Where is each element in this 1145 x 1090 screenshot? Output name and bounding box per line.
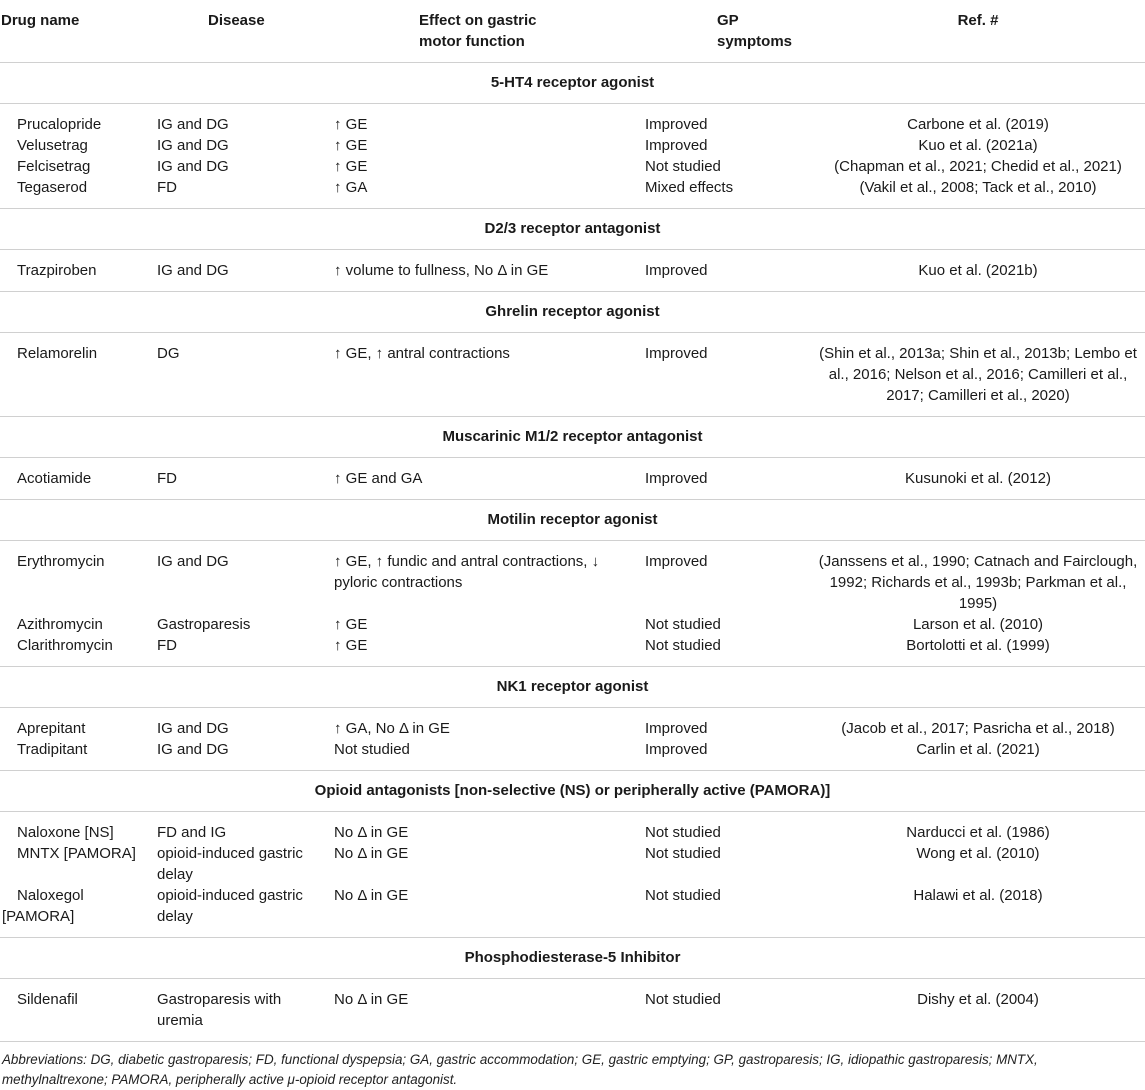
reference-cell: Kusunoki et al. (2012) (811, 458, 1145, 500)
group-header-row (0, 938, 1145, 979)
drug-name-cell: Velusetrag (17, 137, 88, 154)
table-row (0, 739, 1145, 771)
disease-cell: IG and DG (157, 158, 229, 175)
disease-cell: FD and IG (157, 824, 227, 841)
reference-cell: Dishy et al. (2004) (811, 979, 1145, 1042)
group-title: NK1 receptor agonist (0, 667, 1145, 708)
group-title: Muscarinic M1/2 receptor antagonist (0, 417, 1145, 458)
group-header-row (0, 500, 1145, 541)
gp-symptoms-cell: Mixed effects (639, 177, 811, 209)
gp-symptoms-cell: Not studied (639, 635, 811, 667)
table-row (0, 541, 1145, 615)
drug-name-cell: Tegaserod (0, 177, 150, 209)
effect-cell: No Δ in GE (327, 979, 639, 1042)
disease-cell: FD (150, 635, 327, 667)
drug-name-cell: Acotiamide (0, 458, 150, 500)
effect-cell: ↑ volume to fullness, No Δ in GE (327, 250, 639, 292)
table-header (0, 0, 1145, 63)
footnote: Abbreviations: DG, diabetic gastroparesis; FD, functional dyspepsia; GA, gastric accommodation; GE, gastric emptying; GP, gastroparesis; IG, idiopathic gastroparesis; MNTX, methylnaltrexone; PAMORA, peripherally active μ-opioid receptor antagonist. (2, 1052, 1038, 1087)
table-row (0, 885, 1145, 938)
gp-symptoms-cell: Not studied (645, 845, 721, 862)
disease-cell: FD (150, 177, 327, 209)
disease-cell: opioid-induced gastric delay (150, 885, 327, 938)
disease-cell: IG and DG (157, 116, 229, 133)
disease-cell: Gastroparesis (157, 616, 251, 633)
effect-cell: No Δ in GE (334, 824, 409, 841)
table-row (0, 250, 1145, 292)
reference-cell: Kuo et al. (2021b) (811, 250, 1145, 292)
drug-name-cell: Prucalopride (17, 116, 102, 133)
reference-cell: (Shin et al., 2013a; Shin et al., 2013b; Lembo et al., 2016; Nelson et al., 2016; Camilleri et al., 2017; Camilleri et al., 2020) (811, 333, 1145, 417)
gp-symptoms-cell: Not studied (645, 616, 721, 633)
disease-cell: Gastroparesis with uremia (150, 979, 327, 1042)
gp-symptoms-cell: Not studied (645, 824, 721, 841)
reference-cell: (Chapman et al., 2021; Chedid et al., 2021) (834, 158, 1122, 175)
group-header-row (0, 667, 1145, 708)
header-gp-line2: symptoms (717, 33, 793, 50)
reference-cell: Carlin et al. (2021) (811, 739, 1145, 771)
reference-cell: Carbone et al. (2019) (907, 116, 1049, 133)
table-row (0, 177, 1145, 209)
effect-cell: No Δ in GE (327, 885, 639, 938)
gp-symptoms-cell: Improved (639, 458, 811, 500)
table-body (0, 63, 1145, 1042)
group-header-row (0, 417, 1145, 458)
group-title: Ghrelin receptor agonist (0, 292, 1145, 333)
reference-cell: Larson et al. (2010) (912, 616, 1044, 633)
disease-cell: IG and DG (150, 739, 327, 771)
table-row (0, 458, 1145, 500)
header-disease: Disease (150, 0, 327, 63)
group-header-row (0, 209, 1145, 250)
effect-cell: ↑ GE (334, 616, 368, 633)
effect-cell: ↑ GE (327, 635, 639, 667)
disease-cell: IG and DG (157, 553, 229, 570)
drug-name-cell: Aprepitant (17, 720, 86, 737)
effect-cell: ↑ GE and GA (327, 458, 639, 500)
table-row (0, 843, 1145, 885)
gp-symptoms-cell: Not studied (639, 979, 811, 1042)
group-title: D2/3 receptor antagonist (0, 209, 1145, 250)
group-header-row (0, 292, 1145, 333)
drug-name-cell: Relamorelin (0, 333, 150, 417)
disease-cell: IG and DG (157, 137, 229, 154)
reference-cell: Wong et al. (2010) (916, 845, 1040, 862)
table-row (0, 104, 1145, 136)
reference-cell: (Vakil et al., 2008; Tack et al., 2010) (811, 177, 1145, 209)
effect-cell: No Δ in GE (334, 845, 409, 862)
table-row (0, 812, 1145, 844)
drug-name-cell: Tradipitant (0, 739, 150, 771)
disease-cell: FD (150, 458, 327, 500)
header-effect-line1: Effect on gastric (419, 12, 537, 29)
gp-symptoms-cell: Improved (639, 333, 811, 417)
gp-symptoms-cell: Not studied (645, 158, 721, 175)
drug-name-cell: Sildenafil (0, 979, 150, 1042)
effect-cell: ↑ GA, No Δ in GE (334, 720, 450, 737)
effect-cell: ↑ GE, ↑ fundic and antral contractions, ↓ pyloric contractions (334, 553, 600, 591)
disease-cell: opioid-induced gastric delay (157, 845, 303, 883)
gp-symptoms-cell: Improved (639, 739, 811, 771)
reference-cell: Bortolotti et al. (1999) (811, 635, 1145, 667)
drug-name-cell: Trazpiroben (0, 250, 150, 292)
reference-cell: Narducci et al. (1986) (906, 824, 1050, 841)
gp-symptoms-cell: Improved (645, 553, 708, 570)
table-row (0, 979, 1145, 1042)
gp-symptoms-cell: Not studied (639, 885, 811, 938)
disease-cell: DG (150, 333, 327, 417)
disease-cell: IG and DG (157, 720, 229, 737)
drug-name-cell: Azithromycin (17, 616, 103, 633)
effect-cell: ↑ GE (334, 158, 368, 175)
group-title: Opioid antagonists [non-selective (NS) or peripherally active (PAMORA)] (0, 771, 1145, 812)
effect-cell: ↑ GE (334, 137, 368, 154)
drug-name-cell: Naloxone [NS] (17, 824, 114, 841)
group-title: 5-HT4 receptor agonist (0, 63, 1145, 104)
header-gp-line1: GP (717, 12, 739, 29)
reference-cell: Halawi et al. (2018) (811, 885, 1145, 938)
reference-cell: Kuo et al. (2021a) (918, 137, 1038, 154)
table-row (0, 135, 1145, 156)
drug-name-cell: Felcisetrag (17, 158, 91, 175)
header-effect (327, 0, 639, 63)
table-row (0, 708, 1145, 740)
header-ref: Ref. # (811, 0, 1145, 63)
header-effect-line2: motor function (419, 33, 525, 50)
disease-cell: IG and DG (150, 250, 327, 292)
effect-cell: ↑ GE (334, 116, 368, 133)
effect-cell: Not studied (327, 739, 639, 771)
drug-name-cell: Clarithromycin (0, 635, 150, 667)
effect-cell: ↑ GE, ↑ antral contractions (327, 333, 639, 417)
table-row (0, 614, 1145, 635)
group-title: Phosphodiesterase-5 Inhibitor (0, 938, 1145, 979)
header-gp-symptoms (639, 0, 811, 63)
gp-symptoms-cell: Improved (645, 137, 708, 154)
table-row (0, 156, 1145, 177)
drug-name-cell: Naloxegol [PAMORA] (0, 885, 150, 938)
drug-name-cell: MNTX [PAMORA] (17, 845, 136, 862)
gp-symptoms-cell: Improved (645, 116, 708, 133)
reference-cell: (Jacob et al., 2017; Pasricha et al., 2018) (841, 720, 1115, 737)
header-drug-name: Drug name (0, 0, 150, 63)
gp-symptoms-cell: Improved (645, 720, 708, 737)
effect-cell: ↑ GA (327, 177, 639, 209)
group-title: Motilin receptor agonist (0, 500, 1145, 541)
reference-cell: (Janssens et al., 1990; Catnach and Fairclough, 1992; Richards et al., 1993b; Parkman et al., 1995) (818, 553, 1138, 612)
gp-symptoms-cell: Improved (639, 250, 811, 292)
drug-name-cell: Erythromycin (17, 553, 105, 570)
table-row (0, 635, 1145, 667)
table-row (0, 333, 1145, 417)
group-header-row (0, 63, 1145, 104)
group-header-row (0, 771, 1145, 812)
